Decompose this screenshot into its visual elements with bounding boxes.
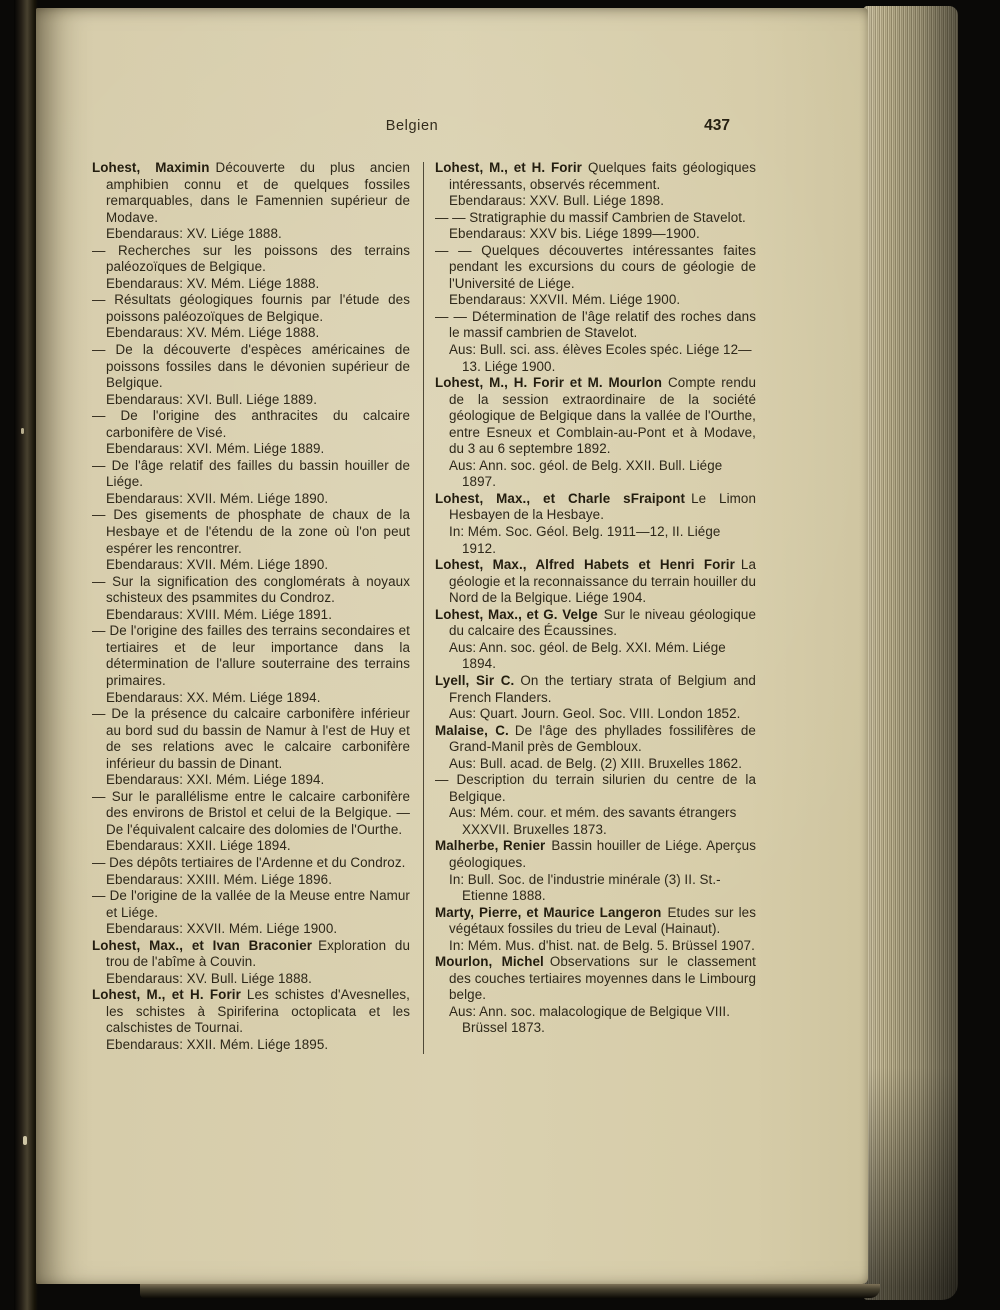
entry-title: — Des gisements de phosphate de chaux de la Hesbaye et de l'étendu de la zone où l'on peut espérer les rencontrer. xyxy=(92,507,410,556)
book-page xyxy=(36,8,868,1284)
entry-reference: Ebendaraus: XXV bis. Liége 1899—1900. xyxy=(449,226,700,242)
entry-title: — Des dépôts tertiaires de l'Ardenne et du Condroz. xyxy=(92,854,406,870)
scan-artifact xyxy=(23,1136,27,1145)
entry-reference: Ebendaraus: XXI. Mém. Liége 1894. xyxy=(106,772,325,788)
entry-title: — — Quelques découvertes intéressantes faites pendant les excursions du cours de géologie de l'Université de Liége. xyxy=(435,242,756,291)
bibliography-entry xyxy=(435,838,756,904)
entry-reference: In: Mém. Mus. d'hist. nat. de Belg. 5. Brüssel 1907. xyxy=(449,937,755,953)
entry-title: Lohest, Max., et Charle sFraipont Le Limon Hesbayen de la Hesbaye. xyxy=(435,490,756,523)
bibliography-entry xyxy=(435,905,756,955)
entry-title: — De l'âge relatif des failles du bassin houiller de Liége. xyxy=(92,457,410,490)
bibliography-entry xyxy=(435,309,756,375)
entry-title: Lohest, Max., et G. Velge Sur le niveau géologique du calcaire des Écaussines. xyxy=(435,606,756,639)
bibliography-entry xyxy=(435,210,756,243)
bibliography-entry xyxy=(92,706,410,789)
running-title: Belgien xyxy=(385,118,439,134)
bibliography-entry xyxy=(92,789,410,855)
entry-title: Lohest, M., H. Forir et M. Mourlon Compte rendu de la session extraordinaire de la société géologique de Belgique dans la vallée de l'Ourthe, entre Esneux et Comblain-au-Pont et à Modave, du 3 au 6 septembre 1892. xyxy=(435,375,756,457)
entry-reference: Aus: Ann. soc. géol. de Belg. XXI. Mém. Liége 1894. xyxy=(449,639,726,672)
bibliography-entry xyxy=(92,938,410,988)
entry-title: Malaise, C. De l'âge des phyllades fossilifères de Grand-Manil près de Gembloux. xyxy=(435,722,756,755)
entry-author: Marty, Pierre, et Maurice Langeron xyxy=(435,904,662,920)
entry-title: — Recherches sur les poissons des terrains paléozoïques de Belgique. xyxy=(92,242,410,275)
entry-reference: Ebendaraus: XXIII. Mém. Liége 1896. xyxy=(106,871,333,887)
column-left xyxy=(92,160,410,1054)
column-divider xyxy=(423,162,424,1054)
entry-title: Lohest, Max., et Ivan Braconier Exploration du trou de l'abîme à Couvin. xyxy=(92,937,411,970)
bibliography-entry xyxy=(92,855,410,888)
bibliography-entry xyxy=(435,723,756,773)
entry-author: Lohest, M., et H. Forir xyxy=(92,987,241,1003)
bibliography-entry xyxy=(435,375,756,491)
page-number: 437 xyxy=(704,117,730,134)
entry-title: — De l'origine de la vallée de la Meuse entre Namur et Liége. xyxy=(92,888,410,920)
entry-author: Malaise, C. xyxy=(435,722,509,738)
entry-title: — — Détermination de l'âge relatif des roches dans le massif cambrien de Stavelot. xyxy=(435,308,756,341)
bibliography-entry xyxy=(435,557,756,607)
entry-reference: Ebendaraus: XV. Mém. Liége 1888. xyxy=(106,325,320,341)
entry-title: Lohest, Max., Alfred Habets et Henri Forir La géologie et la reconnaissance du terrain houiller du Nord de la Belgique. Liége 1904. xyxy=(435,557,756,606)
entry-author: Lohest, Max., et Charle sFraipont xyxy=(435,490,686,506)
entry-reference: Ebendaraus: XX. Mém. Liége 1894. xyxy=(106,689,321,705)
entry-author: Lohest, M., H. Forir et M. Mourlon xyxy=(435,375,662,391)
entry-title: — Sur la signification des conglomérats à noyaux schisteux des psammites du Condroz. xyxy=(92,573,410,606)
entry-reference: Ebendaraus: XVI. Mém. Liége 1889. xyxy=(106,441,325,457)
entry-reference: In: Mém. Soc. Géol. Belg. 1911—12, II. Liége 1912. xyxy=(449,524,721,556)
bibliography-entry xyxy=(92,292,410,342)
entry-reference: Ebendaraus: XXII. Mém. Liége 1895. xyxy=(106,1036,329,1052)
bibliography-entry xyxy=(92,888,410,938)
entry-reference: Aus: Ann. soc. géol. de Belg. XXII. Bull. Liége 1897. xyxy=(449,457,723,490)
bibliography-entry xyxy=(435,954,756,1037)
page-stack-fore-edge xyxy=(864,6,958,1300)
entry-reference: Aus: Bull. sci. ass. élèves Ecoles spéc. Liége 12—13. Liége 1900. xyxy=(449,342,752,374)
entry-author: Lohest, M., et H. Forir xyxy=(435,160,582,175)
page-header xyxy=(92,118,756,138)
bibliography-entry xyxy=(435,673,756,723)
bibliography-entry xyxy=(92,243,410,293)
bibliography-entry xyxy=(92,342,410,408)
entry-reference: Aus: Quart. Journ. Geol. Soc. VIII. London 1852. xyxy=(449,706,741,722)
entry-title: — — Stratigraphie du massif Cambrien de Stavelot. xyxy=(435,209,746,225)
entry-reference: Aus: Mém. cour. et mém. des savants étrangers XXXVII. Bruxelles 1873. xyxy=(449,805,737,837)
bibliography-entry xyxy=(435,491,756,557)
entry-title: Mourlon, Michel Observations sur le classement des couches tertiaires moyennes dans le Limbourg belge. xyxy=(435,954,756,1003)
entry-title: Lohest, Maximin Découverte du plus ancien amphibien connu et de quelques fossiles remarquables, dans le Famennien supérieur de Modave. xyxy=(92,160,410,225)
entry-reference: Ebendaraus: XXII. Liége 1894. xyxy=(106,838,291,854)
entry-reference: Ebendaraus: XXVII. Mém. Liége 1900. xyxy=(449,292,681,308)
bibliography-entry xyxy=(92,574,410,624)
entry-author: Lyell, Sir C. xyxy=(435,672,515,688)
entry-title: — Description du terrain silurien du centre de la Belgique. xyxy=(435,772,756,804)
entry-reference: In: Bull. Soc. de l'industrie minérale (3) II. St.-Etienne 1888. xyxy=(449,871,721,904)
entry-title: — De la découverte d'espèces américaines de poissons fossiles dans le dévonien supérieur de Belgique. xyxy=(92,342,410,391)
book-spine-edge xyxy=(14,0,38,1310)
entry-reference: Ebendaraus: XV. Liége 1888. xyxy=(106,226,282,242)
bibliography-entry xyxy=(92,507,410,573)
bibliography-entry xyxy=(435,607,756,673)
entry-reference: Ebendaraus: XVII. Mém. Liége 1890. xyxy=(106,557,329,573)
bibliography-entry xyxy=(435,772,756,838)
bibliography-entry xyxy=(92,458,410,508)
entry-author: Mourlon, Michel xyxy=(435,954,544,970)
scan-artifact xyxy=(21,428,24,434)
entry-reference: Ebendaraus: XXV. Bull. Liége 1898. xyxy=(449,193,665,209)
entry-author: Lohest, Max., et G. Velge xyxy=(435,606,598,622)
entry-reference: Ebendaraus: XVIII. Mém. Liége 1891. xyxy=(106,606,333,622)
entry-title: Lyell, Sir C. On the tertiary strata of Belgium and French Flanders. xyxy=(435,672,756,705)
entry-author: Lohest, Maximin xyxy=(92,160,210,175)
entry-reference: Ebendaraus: XVI. Bull. Liége 1889. xyxy=(106,391,318,407)
bibliography-entry xyxy=(92,987,410,1053)
entry-title: — Sur le parallélisme entre le calcaire carbonifère des environs de Bristol et celui de la Belgique. — De l'équivalent calcaire des dolomies de l'Ourthe. xyxy=(92,788,410,837)
bibliography-entry xyxy=(92,408,410,458)
entry-title: — De la présence du calcaire carbonifère inférieur au bord sud du bassin de Namur à l'est de Huy et de ses relations avec le calcaire carbonifère inférieur du bassin de Dinant. xyxy=(92,706,410,771)
entry-title: Lohest, M., et H. Forir Quelques faits géologiques intéressants, observés récemment. xyxy=(435,160,756,192)
entry-reference: Aus: Ann. soc. malacologique de Belgique VIII. Brüssel 1873. xyxy=(449,1003,731,1036)
bibliography-entry xyxy=(92,160,410,243)
entry-reference: Ebendaraus: XV. Mém. Liége 1888. xyxy=(106,275,320,291)
entry-reference: Ebendaraus: XVII. Mém. Liége 1890. xyxy=(106,490,329,506)
page-stack-bottom-edge xyxy=(140,1284,880,1298)
entry-author: Lohest, Max., et Ivan Braconier xyxy=(92,937,313,953)
entry-reference: Ebendaraus: XXVII. Mém. Liége 1900. xyxy=(106,921,338,937)
bibliography-entry xyxy=(435,160,756,210)
bibliography-entry xyxy=(435,243,756,309)
entry-author: Lohest, Max., Alfred Habets et Henri Forir xyxy=(435,557,735,573)
entry-title: — De l'origine des failles des terrains secondaires et tertiaires et de leur importance dans la détermination de l'allure souterraine des terrains primaires. xyxy=(92,623,410,688)
bibliography-entry xyxy=(92,623,410,706)
entry-reference: Aus: Bull. acad. de Belg. (2) XIII. Bruxelles 1862. xyxy=(449,755,743,771)
entry-author: Malherbe, Renier xyxy=(435,838,546,854)
entry-reference: Ebendaraus: XV. Bull. Liége 1888. xyxy=(106,970,312,986)
entry-title: Malherbe, Renier Bassin houiller de Liége. Aperçus géologiques. xyxy=(435,838,756,870)
entry-title: Lohest, M., et H. Forir Les schistes d'Avesnelles, les schistes à Spiriferina octoplicata et les calschistes de Tournai. xyxy=(92,987,411,1036)
entry-title: — Résultats géologiques fournis par l'étude des poissons paléozoïques de Belgique. xyxy=(92,292,410,324)
entry-title: Marty, Pierre, et Maurice Langeron Etudes sur les végétaux fossiles du trieu de Leval (Hainaut). xyxy=(435,904,756,937)
column-right xyxy=(435,160,756,1054)
entry-title: — De l'origine des anthracites du calcaire carbonifère de Visé. xyxy=(92,408,410,440)
bibliography-content xyxy=(92,160,756,1054)
